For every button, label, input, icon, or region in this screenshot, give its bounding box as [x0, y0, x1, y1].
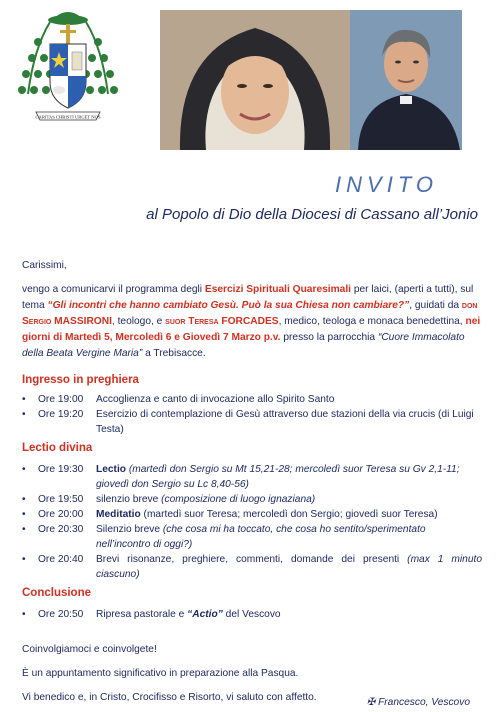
letter-body — [22, 258, 482, 706]
schedule-item — [22, 407, 482, 437]
schedule-time: Ore 20:50 — [38, 609, 84, 620]
bullet-icon — [22, 607, 38, 622]
activity-label: Lectio — [96, 464, 127, 475]
activity-label: silenzio breve — [96, 494, 159, 505]
intro-dates: nei giorni di Martedì 5, Mercoledì 6 e Giovedì 7 Marzo p.v. — [22, 316, 481, 343]
activity-detail: (max 1 minuto ciascuno) — [96, 554, 482, 580]
activity-detail: del Vescovo — [222, 609, 281, 620]
schedule-time: Ore 19:20 — [38, 409, 84, 420]
episcopal-crest — [16, 8, 120, 136]
schedule-item — [22, 522, 482, 552]
schedule-item — [22, 462, 482, 492]
signature: ✠ Francesco, Vescovo — [366, 697, 470, 708]
schedule-activity — [96, 522, 482, 552]
intro-text-4: , teologo, e — [111, 316, 166, 327]
bullet-icon — [22, 462, 38, 492]
bullet-icon — [22, 492, 38, 507]
schedule-time: Ore 20:00 — [38, 509, 84, 520]
closing-line-1: Coinvolgiamoci e coinvolgete! — [22, 644, 157, 655]
activity-label: Brevi risonanze, preghiere, commenti, domande dei presenti — [96, 554, 400, 565]
schedule-list-ingresso — [22, 392, 482, 437]
bullet-icon — [22, 522, 38, 552]
schedule-time: Ore 20:40 — [38, 554, 84, 565]
page-title: INVITO — [335, 172, 438, 197]
intro-paragraph — [22, 282, 482, 362]
section-heading-conclusione: Conclusione — [22, 587, 92, 599]
schedule-time: Ore 19:00 — [38, 394, 84, 405]
bullet-icon — [22, 392, 38, 407]
page-subtitle: al Popolo di Dio della Diocesi di Cassano all’Jonio — [146, 206, 478, 223]
activity-label: Ripresa pastorale e — [96, 609, 188, 620]
intro-theme: “Gli incontri che hanno cambiato Gesù. Può la sua Chiesa non cambiare?” — [47, 300, 410, 311]
closing-line-3: Vi benedico e, in Cristo, Crocifisso e Risorto, vi saluto con affetto. — [22, 692, 317, 703]
schedule-activity — [96, 492, 482, 507]
intro-text-6: presso la parrocchia — [280, 332, 378, 343]
intro-guide-1: don Sergio MASSIRONI — [22, 300, 478, 327]
activity-detail: (martedì don Sergio su Mt 15,21-28; mercoledì suor Teresa su Gv 2,1-11; giovedì don Sergio su Lc 8,40-56) — [96, 464, 460, 490]
schedule-time: Ore 19:50 — [38, 494, 84, 505]
section-heading-lectio: Lectio divina — [22, 442, 93, 454]
bullet-icon — [22, 507, 38, 522]
activity-label: Silenzio breve — [96, 524, 160, 535]
schedule-item — [22, 507, 482, 522]
activity-quote: “Actio” — [187, 609, 223, 620]
intro-retreat-name: Esercizi Spirituali Quaresimali — [204, 284, 351, 295]
closing-line-2: È un appuntamento significativo in preparazione alla Pasqua. — [22, 668, 299, 679]
activity-label: Meditatio — [96, 509, 141, 520]
schedule-activity: Esercizio di contemplazione di Gesù attraverso due stazioni della via crucis (di Luigi Testa) — [96, 409, 474, 435]
bullet-icon — [22, 552, 38, 582]
greeting: Carissimi, — [22, 260, 67, 271]
schedule-item — [22, 607, 482, 622]
activity-detail: (che cosa mi ha toccato, che cosa ho sentito/sperimentato nell’incontro di oggi?) — [96, 524, 426, 550]
schedule-item — [22, 492, 482, 507]
intro-text-1: vengo a comunicarvi il programma degli — [22, 284, 205, 295]
schedule-time: Ore 20:30 — [38, 524, 84, 535]
schedule-activity — [96, 507, 482, 522]
activity-detail: (martedì suor Teresa; mercoledì don Sergio; giovedì suor Teresa) — [140, 509, 438, 520]
intro-text-3: , guidati da — [409, 300, 462, 311]
schedule-activity: Accoglienza e canto di invocazione allo Spirito Santo — [96, 394, 335, 405]
activity-detail: (composizione di luogo ignaziana) — [158, 494, 316, 505]
schedule-activity — [96, 552, 482, 582]
schedule-item — [22, 392, 482, 407]
intro-parish: “Cuore Immacolato della Beata Vergine Maria” — [22, 332, 465, 359]
intro-text-7: a Trebisacce. — [142, 348, 206, 359]
intro-guide-2: suor Teresa FORCADES — [165, 316, 279, 327]
schedule-time: Ore 19:30 — [38, 464, 84, 475]
intro-text-5: , medico, teologa e monaca benedettina, — [278, 316, 466, 327]
bullet-icon — [22, 407, 38, 437]
schedule-list-lectio — [22, 462, 482, 582]
schedule-list-conclusione — [22, 607, 482, 622]
crest-motto: CARITAS CHRISTI URGET NOS — [35, 114, 101, 120]
schedule-item — [22, 552, 482, 582]
speakers-photo — [160, 10, 462, 150]
section-heading-ingresso: Ingresso in preghiera — [22, 374, 139, 386]
schedule-activity — [96, 462, 482, 492]
intro-text-2: per laici, (aperti a tutti), sul tema — [22, 284, 474, 311]
schedule-activity — [96, 607, 482, 622]
